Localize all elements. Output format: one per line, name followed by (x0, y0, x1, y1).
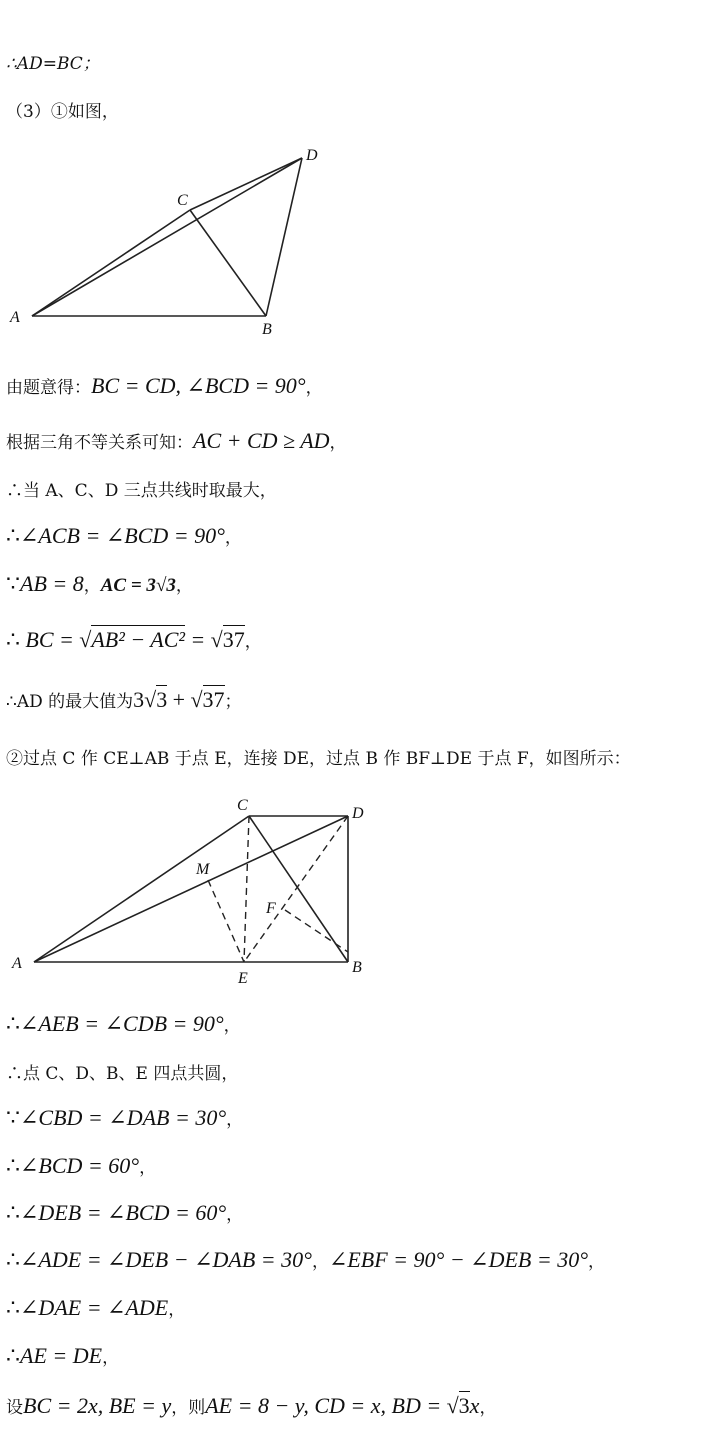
line-9-prefix: ∴AD 的最大值为 (6, 692, 134, 712)
line-19-formula-2: AE = 8 − y, CD = x, BD = (205, 1393, 442, 1418)
line-6-suffix: ， (224, 528, 242, 548)
text-line-8 (6, 629, 262, 653)
label-a: A (12, 955, 22, 972)
text-line-19 (6, 1395, 496, 1419)
line-19-formula: BC = 2x, BE = y (23, 1393, 172, 1418)
line-19-suffix: ， (479, 1398, 497, 1418)
label-d: D (306, 147, 318, 164)
line-4-prefix: 根据三角不等关系可知： (6, 433, 193, 453)
sqrt-icon: √ (210, 627, 223, 652)
line-8-formula-b: = (190, 627, 206, 652)
line-11-suffix: ， (223, 1016, 241, 1036)
line-8-formula-a: BC = (25, 627, 74, 652)
line-15-suffix: ， (226, 1205, 244, 1225)
segment-cb (190, 210, 266, 316)
sqrt-icon: √ (190, 687, 203, 712)
segment-ac (34, 816, 249, 962)
text-line-11 (6, 1013, 241, 1037)
sqrt-icon: √ (446, 1393, 459, 1418)
sqrt-icon: √ (144, 687, 157, 712)
line-11-prefix: ∴ (6, 1012, 20, 1037)
line-19-prefix: 设 (6, 1398, 23, 1418)
text-line-9 (6, 689, 242, 713)
line-10-text: ②过点 C 作 CE⊥AB 于点 E，连接 DE，过点 B 作 BF⊥DE 于点 F，如图所示： (6, 749, 631, 769)
text-line-15 (6, 1202, 243, 1226)
text-line-4 (6, 430, 347, 454)
line-9-radicand-a: 3 (156, 687, 168, 712)
line-15-formula: ∠DEB = ∠BCD = 60° (20, 1200, 227, 1225)
dashed-ce (244, 816, 249, 962)
text-line-18 (6, 1345, 119, 1369)
line-11-formula: ∠AEB = ∠CDB = 90° (20, 1011, 224, 1036)
line-17-suffix: ， (168, 1300, 186, 1320)
figure-1-triangle (0, 140, 360, 345)
line-4-formula: AC + CD ≥ AD (193, 428, 330, 453)
label-c: C (177, 192, 188, 209)
label-c: C (237, 797, 248, 814)
label-e: E (238, 970, 248, 987)
line-2-text: （3）①如图， (6, 102, 119, 122)
sqrt-icon: √ (79, 627, 92, 652)
line-8-prefix: ∴ (6, 628, 20, 653)
line-8-radicand-1: AB² − AC² (91, 627, 185, 652)
line-15-prefix: ∴ (6, 1201, 20, 1226)
text-line-13 (6, 1107, 243, 1131)
line-16-suffix: ， (588, 1252, 606, 1272)
segment-ad (32, 158, 302, 316)
line-19-sep: ，则 (171, 1398, 206, 1418)
line-16-formula-2: ∠EBF = 90° − ∠DEB = 30° (328, 1247, 589, 1272)
line-14-prefix: ∴ (6, 1154, 20, 1179)
line-1-text: ∴AD=BC； (6, 54, 100, 74)
line-16-formula: ∠ADE = ∠DEB − ∠DAB = 30° (20, 1247, 312, 1272)
line-17-prefix: ∴ (6, 1296, 20, 1321)
line-13-suffix: ， (226, 1110, 244, 1130)
line-7-suffix: ， (175, 576, 193, 596)
text-line-12 (6, 1063, 238, 1085)
line-13-prefix: ∵ (6, 1106, 20, 1131)
line-18-prefix: ∴ (6, 1344, 20, 1369)
line-18-suffix: ， (102, 1348, 120, 1368)
line-9-coef: 3 (133, 687, 145, 712)
line-14-suffix: ， (139, 1158, 157, 1178)
line-3-suffix: ， (305, 378, 323, 398)
line-14-formula: ∠BCD = 60° (20, 1153, 140, 1178)
text-line-5 (6, 480, 277, 502)
label-m: M (196, 861, 210, 878)
label-f: F (266, 900, 276, 917)
text-line-6 (6, 525, 242, 549)
figure-2-construction (0, 790, 380, 990)
line-7-prefix: ∵ (6, 572, 20, 597)
line-7-formula-2: AC = 3√3 (100, 575, 176, 596)
text-line-17 (6, 1297, 185, 1321)
label-b: B (352, 959, 362, 976)
line-3-formula: BC = CD, ∠BCD = 90° (91, 373, 306, 398)
segment-cd (190, 158, 302, 210)
line-8-suffix: ， (244, 632, 262, 652)
line-8-radicand-2: 37 (222, 627, 245, 652)
segment-ac (32, 210, 190, 316)
text-line-14 (6, 1155, 156, 1179)
line-19-var: x (469, 1393, 480, 1418)
line-12-text: ∴点 C、D、B、E 四点共圆， (6, 1064, 239, 1084)
text-line-3 (6, 375, 323, 399)
label-d: D (352, 805, 364, 822)
line-7-sep: ， (83, 576, 101, 596)
line-9-plus: + (172, 687, 186, 712)
line-18-formula: AE = DE (20, 1343, 103, 1368)
label-b: B (262, 321, 272, 338)
text-line-10 (6, 748, 631, 770)
text-line-1 (6, 53, 100, 75)
label-a: A (10, 309, 20, 326)
line-6-prefix: ∴ (6, 524, 20, 549)
segment-db (266, 158, 302, 316)
line-19-radicand: 3 (458, 1393, 470, 1418)
line-16-prefix: ∴ (6, 1248, 20, 1273)
line-5-text: ∴当 A、C、D 三点共线时取最大， (6, 481, 277, 501)
line-9-radicand-b: 37 (202, 687, 225, 712)
text-line-16 (6, 1249, 605, 1273)
line-17-formula: ∠DAE = ∠ADE (20, 1295, 169, 1320)
line-3-prefix: 由题意得： (6, 378, 91, 398)
line-9-suffix: ； (224, 692, 242, 712)
line-13-formula: ∠CBD = ∠DAB = 30° (20, 1105, 227, 1130)
text-line-7 (6, 573, 193, 597)
line-4-suffix: ， (329, 433, 347, 453)
line-16-sep: ， (311, 1252, 329, 1272)
dashed-me (208, 880, 244, 962)
line-7-formula: AB = 8 (20, 571, 84, 596)
line-6-formula: ∠ACB = ∠BCD = 90° (20, 523, 225, 548)
text-line-2 (6, 101, 119, 123)
segment-ad (34, 816, 348, 962)
